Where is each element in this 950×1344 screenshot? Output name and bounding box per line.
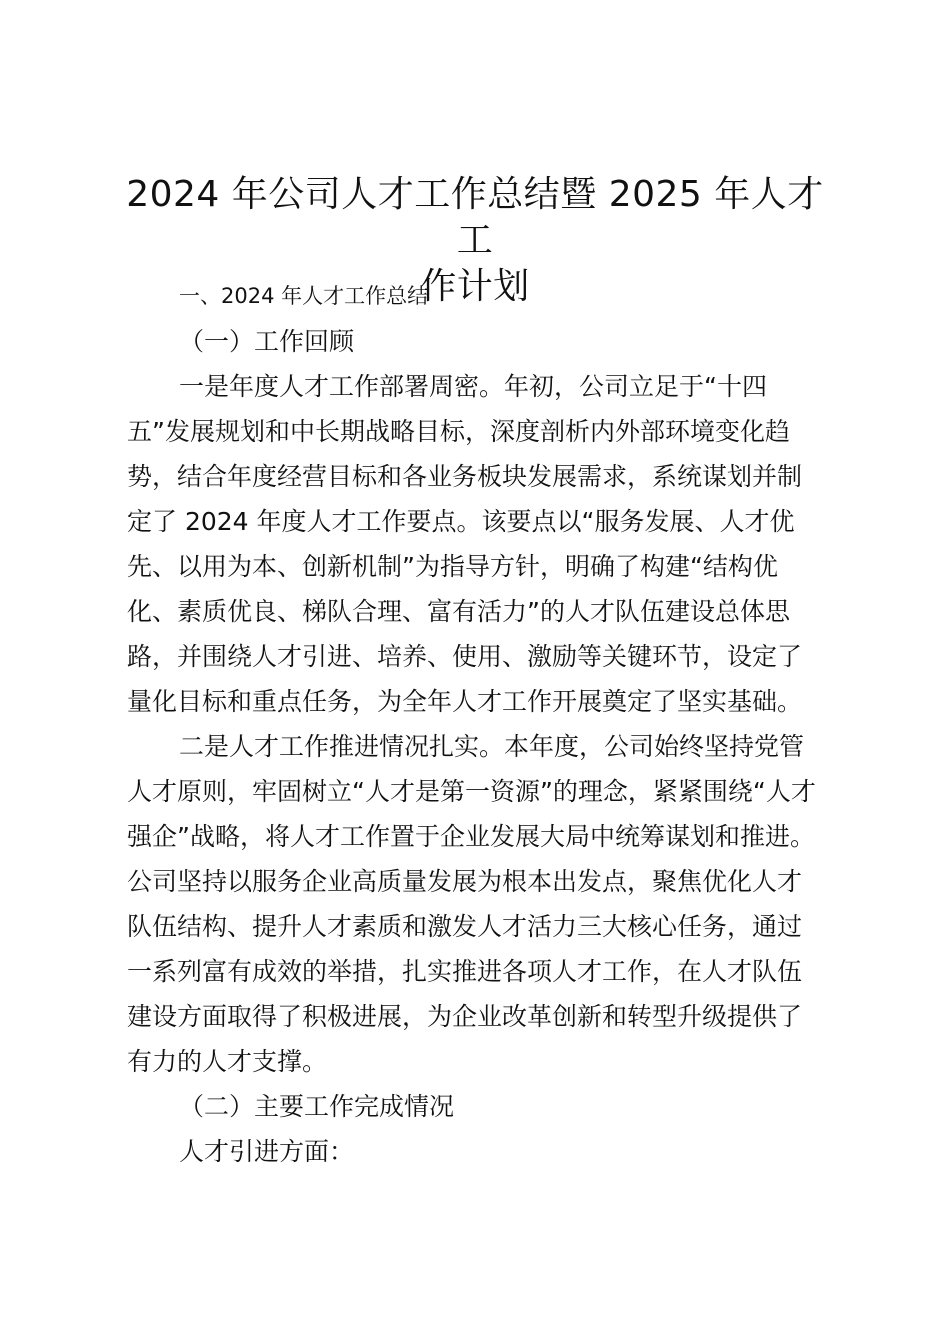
paragraph-line: 定了 2024 年度人才工作要点。该要点以“服务发展、人才优 bbox=[127, 507, 795, 536]
paragraph-line: 二是人才工作推进情况扎实。本年度，公司始终坚持党管 bbox=[179, 732, 805, 761]
title-line-2: 作计划 bbox=[420, 266, 530, 307]
paragraph-line: 有力的人才支撑。 bbox=[127, 1047, 328, 1076]
paragraph-line: 五”发展规划和中长期战略目标，深度剖析内外部环境变化趋 bbox=[127, 417, 790, 446]
paragraph-2 bbox=[127, 724, 832, 1084]
paragraph-line: 量化目标和重点任务，为全年人才工作开展奠定了坚实基础。 bbox=[127, 687, 803, 716]
paragraph-line: 人才原则，牢固树立“人才是第一资源”的理念，紧紧围绕“人才 bbox=[127, 777, 816, 806]
talent-introduction-heading: 人才引进方面： bbox=[179, 1137, 355, 1166]
paragraph-line: 公司坚持以服务企业高质量发展为根本出发点，聚焦优化人才 bbox=[127, 867, 803, 896]
sub-heading-main-work: （二）主要工作完成情况 bbox=[179, 1092, 455, 1121]
paragraph-line: 势，结合年度经营目标和各业务板块发展需求，系统谋划并制 bbox=[127, 462, 803, 491]
section-heading: 一、2024 年人才工作总结 bbox=[179, 284, 429, 308]
paragraph-1 bbox=[127, 364, 832, 724]
paragraph-line: 一系列富有成效的举措，扎实推进各项人才工作，在人才队伍 bbox=[127, 957, 803, 986]
paragraph-line: 化、素质优良、梯队合理、富有活力”的人才队伍建设总体思 bbox=[127, 597, 790, 626]
paragraph-line: 强企”战略，将人才工作置于企业发展大局中统筹谋划和推进。 bbox=[127, 822, 815, 851]
paragraph-line: 队伍结构、提升人才素质和激发人才活力三大核心任务，通过 bbox=[127, 912, 803, 941]
paragraph-line: 一是年度人才工作部署周密。年初，公司立足于“十四 bbox=[179, 372, 767, 401]
paragraph-line: 先、以用为本、创新机制”为指导方针，明确了构建“结构优 bbox=[127, 552, 778, 581]
title-line-1: 2024 年公司人才工作总结暨 2025 年人才工 bbox=[126, 174, 824, 261]
sub-heading-work-review: （一）工作回顾 bbox=[179, 327, 355, 356]
paragraph-line: 路，并围绕人才引进、培养、使用、激励等关键环节，设定了 bbox=[127, 642, 803, 671]
document-body bbox=[127, 274, 832, 1174]
paragraph-line: 建设方面取得了积极进展，为企业改革创新和转型升级提供了 bbox=[127, 1002, 803, 1031]
